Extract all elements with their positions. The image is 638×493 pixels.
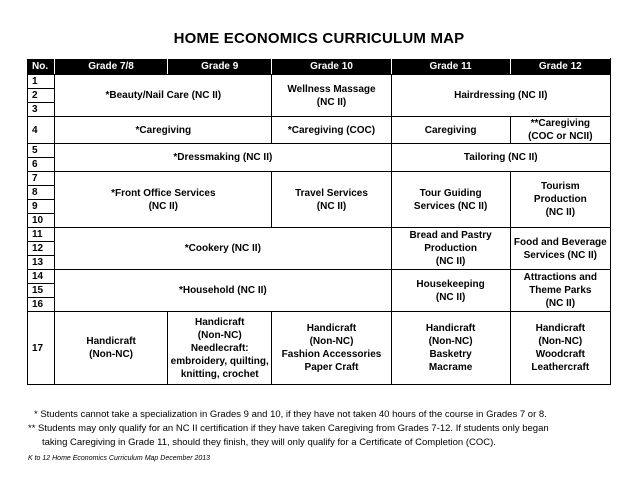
- cell-front-office-services: *Front Office Services (NC II): [55, 172, 272, 228]
- header-grade-7-8: Grade 7/8: [55, 59, 168, 75]
- header-grade-10: Grade 10: [272, 59, 391, 75]
- footnotes: [28, 408, 628, 450]
- table-row: [28, 228, 611, 242]
- cell-travel-services: Travel Services (NC II): [272, 172, 391, 228]
- footnote-single-asterisk: * Students cannot take a specialization in Grades 9 and 10, if they have not taken 40 hours of the course in Grades 7 or 8.: [34, 409, 547, 420]
- row-number: 5: [28, 144, 55, 158]
- cell-caregiving-12: **Caregiving (COC or NCII): [510, 117, 610, 144]
- cell-handicraft-7-8: Handicraft (Non-NC): [55, 312, 168, 385]
- row-number: 7: [28, 172, 55, 186]
- cell-caregiving-11: Caregiving: [391, 117, 510, 144]
- cell-wellness-massage: Wellness Massage (NC II): [272, 75, 391, 117]
- cell-tailoring: Tailoring (NC II): [391, 144, 610, 172]
- header-no: No.: [28, 59, 55, 75]
- cell-household: *Household (NC II): [55, 270, 391, 312]
- cell-tourism-production: Tourism Production (NC II): [510, 172, 610, 228]
- cell-bread-pastry: Bread and Pastry Production (NC II): [391, 228, 510, 270]
- cell-handicraft-10: Handicraft (Non-NC) Fashion Accessories Paper Craft: [272, 312, 391, 385]
- cell-handicraft-12: Handicraft (Non-NC) Woodcraft Leathercraft: [510, 312, 610, 385]
- cell-beauty-nail-care: *Beauty/Nail Care (NC II): [55, 75, 272, 117]
- footnote-double-asterisk-continued: taking Caregiving in Grade 11, should they finish, they will only qualify for a Certificate of Completion (COC).: [42, 437, 496, 448]
- table-row: [28, 172, 611, 186]
- row-number: 4: [28, 117, 55, 144]
- row-number: 2: [28, 89, 55, 103]
- cell-caregiving-coc: *Caregiving (COC): [272, 117, 391, 144]
- row-number: 12: [28, 242, 55, 256]
- table-row: [28, 75, 611, 89]
- cell-hairdressing: Hairdressing (NC II): [391, 75, 610, 117]
- row-number: 11: [28, 228, 55, 242]
- table-row: [28, 144, 611, 158]
- cell-food-beverage: Food and Beverage Services (NC II): [510, 228, 610, 270]
- row-number: 6: [28, 158, 55, 172]
- row-number: 13: [28, 256, 55, 270]
- row-number: 17: [28, 312, 55, 385]
- row-number: 8: [28, 186, 55, 200]
- row-number: 3: [28, 103, 55, 117]
- row-number: 1: [28, 75, 55, 89]
- header-grade-11: Grade 11: [391, 59, 510, 75]
- cell-attractions-theme-parks: Attractions and Theme Parks (NC II): [510, 270, 610, 312]
- footer-caption: K to 12 Home Economics Curriculum Map December 2013: [28, 455, 211, 462]
- cell-handicraft-9: Handicraft (Non-NC) Needlecraft: embroidery, quilting, knitting, crochet: [167, 312, 271, 385]
- cell-caregiving-7-9: *Caregiving: [55, 117, 272, 144]
- header-row: [28, 59, 611, 75]
- table-row: [28, 270, 611, 284]
- row-number: 9: [28, 200, 55, 214]
- cell-handicraft-11: Handicraft (Non-NC) Basketry Macrame: [391, 312, 510, 385]
- row-number: 10: [28, 214, 55, 228]
- cell-housekeeping: Housekeeping (NC II): [391, 270, 510, 312]
- curriculum-table: [27, 58, 611, 385]
- table-row: [28, 117, 611, 144]
- row-number: 16: [28, 298, 55, 312]
- cell-tour-guiding: Tour Guiding Services (NC II): [391, 172, 510, 228]
- footnote-double-asterisk: ** Students may only qualify for an NC II certification if they have taken Caregiving from Grades 7-12. If students only began: [28, 423, 549, 434]
- header-grade-9: Grade 9: [167, 59, 271, 75]
- table-row: [28, 312, 611, 385]
- header-grade-12: Grade 12: [510, 59, 610, 75]
- page-title: HOME ECONOMICS CURRICULUM MAP: [173, 30, 465, 47]
- row-number: 15: [28, 284, 55, 298]
- cell-dressmaking: *Dressmaking (NC II): [55, 144, 391, 172]
- row-number: 14: [28, 270, 55, 284]
- cell-cookery: *Cookery (NC II): [55, 228, 391, 270]
